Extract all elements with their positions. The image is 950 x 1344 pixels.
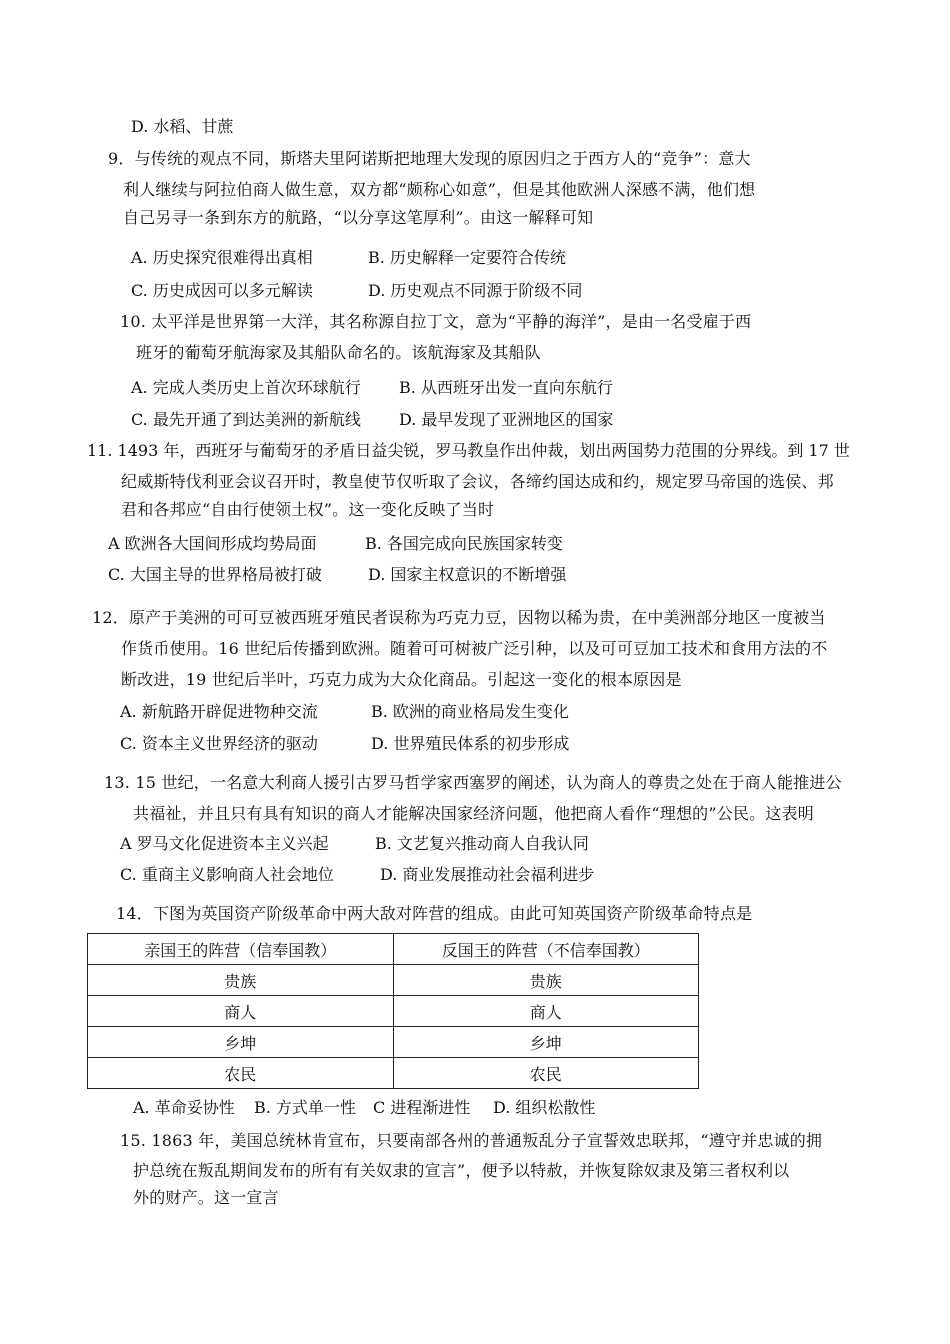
q9-option-b[interactable]: B. 历史解释一定要符合传统 <box>368 248 566 267</box>
table-cell: 商人 <box>88 996 394 1027</box>
q12-stem-line-3: 断改进，19 世纪后半叶，巧克力成为大众化商品。引起这一变化的根本原因是 <box>121 670 682 689</box>
q14-option-a[interactable]: A. 革命妥协性 <box>133 1098 235 1117</box>
q11-stem-line-2: 纪威斯特伐利亚会议召开时，教皇使节仅听取了会议，各缔约国达成和约，规定罗马帝国的选侯、邦 <box>121 472 834 491</box>
table-row <box>88 1027 699 1058</box>
q13-stem-line-2: 共福祉，并且只有具有知识的商人才能解决国家经济问题，他把商人看作“理想的”公民。这表明 <box>133 804 814 823</box>
q9-option-d[interactable]: D. 历史观点不同源于阶级不同 <box>368 281 583 300</box>
q12-option-a[interactable]: A. 新航路开辟促进物种交流 <box>120 702 318 721</box>
q10-option-c[interactable]: C. 最先开通了到达美洲的新航线 <box>131 410 361 429</box>
q12-stem-line-2: 作货币使用。16 世纪后传播到欧洲。随着可可树被广泛引种，以及可可豆加工技术和食用方法的不 <box>121 639 828 658</box>
q14-stem: 14．下图为英国资产阶级革命中两大敌对阵营的组成。由此可知英国资产阶级革命特点是 <box>116 904 753 923</box>
q14-option-d[interactable]: D. 组织松散性 <box>493 1098 596 1117</box>
q15-stem-line-3: 外的财产。这一宣言 <box>133 1188 279 1207</box>
q10-stem-line-2: 班牙的葡萄牙航海家及其船队命名的。该航海家及其船队 <box>136 343 542 362</box>
q13-option-c[interactable]: C. 重商主义影响商人社会地位 <box>120 865 334 884</box>
table-cell: 商人 <box>393 996 699 1027</box>
table-row <box>88 965 699 996</box>
table-row <box>88 1058 699 1089</box>
q14-option-b[interactable]: B. 方式单一性 <box>254 1098 356 1117</box>
q10-option-b[interactable]: B. 从西班牙出发一直向东航行 <box>399 378 613 397</box>
table-cell: 贵族 <box>393 965 699 996</box>
q12-option-c[interactable]: C. 资本主义世界经济的驱动 <box>120 734 318 753</box>
table-header-row <box>88 934 699 965</box>
q11-option-a[interactable]: A 欧洲各大国间形成均势局面 <box>108 534 317 553</box>
table-cell: 贵族 <box>88 965 394 996</box>
q13-option-a[interactable]: A 罗马文化促进资本主义兴起 <box>120 834 329 853</box>
q8-option-d: D. 水稻、甘蔗 <box>131 117 234 136</box>
table-cell: 乡坤 <box>393 1027 699 1058</box>
table-cell: 乡坤 <box>88 1027 394 1058</box>
q9-stem-line-1: 9．与传统的观点不同，斯塔夫里阿诺斯把地理大发现的原因归之于西方人的“竞争”：意大 <box>108 149 751 168</box>
q14-camp-table <box>87 933 699 1089</box>
q9-stem-line-3: 自己另寻一条到东方的航路，“以分享这笔厚利”。由这一解释可知 <box>123 208 594 227</box>
q9-option-c[interactable]: C. 历史成因可以多元解读 <box>131 281 313 300</box>
table-cell: 农民 <box>88 1058 394 1089</box>
q10-option-d[interactable]: D. 最早发现了亚洲地区的国家 <box>399 410 614 429</box>
q14-option-c[interactable]: C 进程渐进性 <box>373 1098 471 1117</box>
q15-stem-line-2: 护总统在叛乱期间发布的所有有关奴隶的宣言”，便予以特赦，并恢复除奴隶及第三者权利以 <box>133 1161 790 1180</box>
q10-stem-line-1: 10. 太平洋是世界第一大洋，其名称源自拉丁文，意为“平静的海洋”，是由一名受雇于西 <box>120 312 752 331</box>
q11-option-c[interactable]: C. 大国主导的世界格局被打破 <box>108 565 322 584</box>
table-row <box>88 996 699 1027</box>
q11-stem-line-1: 11. 1493 年，西班牙与葡萄牙的矛盾日益尖锐，罗马教皇作出仲裁，划出两国势力范围的分界线。到 17 世 <box>87 441 850 460</box>
q13-option-d[interactable]: D. 商业发展推动社会福利进步 <box>380 865 595 884</box>
table-header-cell: 亲国王的阵营（信奉国教） <box>88 934 394 965</box>
q11-option-d[interactable]: D. 国家主权意识的不断增强 <box>368 565 567 584</box>
q15-stem-line-1: 15. 1863 年，美国总统林肯宣布，只要南部各州的普通叛乱分子宣誓效忠联邦，“遵守并忠诚的拥 <box>120 1131 823 1150</box>
table-cell: 农民 <box>393 1058 699 1089</box>
q11-stem-line-3: 君和各邦应“自由行使领土权”。这一变化反映了当时 <box>121 500 495 519</box>
q13-stem-line-1: 13. 15 世纪，一名意大利商人援引古罗马哲学家西塞罗的阐述，认为商人的尊贵之处在于商人能推进公 <box>104 773 842 792</box>
q9-option-a[interactable]: A. 历史探究很难得出真相 <box>131 248 313 267</box>
q10-option-a[interactable]: A. 完成人类历史上首次环球航行 <box>131 378 361 397</box>
q12-option-d[interactable]: D. 世界殖民体系的初步形成 <box>371 734 570 753</box>
table-header-cell: 反国王的阵营（不信奉国教） <box>393 934 699 965</box>
q12-stem-line-1: 12．原产于美洲的可可豆被西班牙殖民者误称为巧克力豆，因物以稀为贵，在中美洲部分地区一度被当 <box>92 608 826 627</box>
q9-stem-line-2: 利人继续与阿拉伯商人做生意，双方都“颇称心如意”，但是其他欧洲人深感不满，他们想 <box>123 180 756 199</box>
q12-option-b[interactable]: B. 欧洲的商业格局发生变化 <box>371 702 569 721</box>
q13-option-b[interactable]: B. 文艺复兴推动商人自我认同 <box>375 834 589 853</box>
q11-option-b[interactable]: B. 各国完成向民族国家转变 <box>365 534 563 553</box>
